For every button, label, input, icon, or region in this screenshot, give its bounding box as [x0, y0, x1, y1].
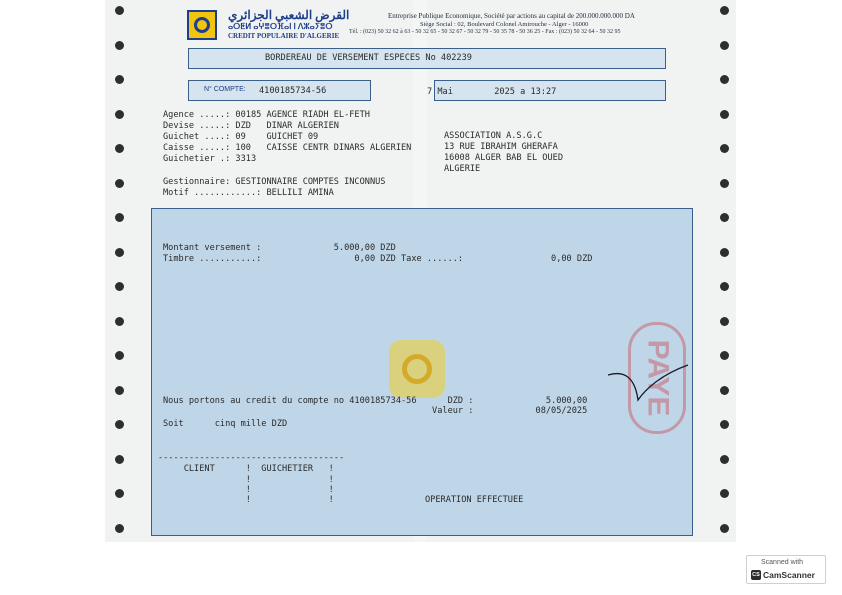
- watermark-mark: [402, 354, 432, 384]
- punch-hole: [115, 317, 124, 326]
- punch-hole: [720, 213, 729, 222]
- bank-name-french: CREDIT POPULAIRE D'ALGERIE: [228, 32, 340, 40]
- punch-hole: [720, 144, 729, 153]
- bank-name-tifinagh: ⴰⵔⵟⵍ ⴰⵖⴻⵔⴼⴰⵏ ⵏ ⴷⵣⴰⵢⴻⵔ: [228, 22, 333, 31]
- perforation-right: [720, 6, 732, 558]
- date-box: [427, 80, 666, 101]
- punch-hole: [115, 110, 124, 119]
- amount-timbre-taxe: Timbre ...........: 0,00 DZD Taxe ......: 0,00 DZD: [163, 254, 593, 264]
- signature-header: CLIENT ! GUICHETIER !: [163, 464, 334, 474]
- punch-hole: [115, 41, 124, 50]
- beneficiary-name: ASSOCIATION A.S.G.C: [444, 131, 543, 141]
- signature-scribble: [600, 360, 695, 410]
- detail-guichet: Guichet ....: 09 GUICHET 09: [163, 132, 319, 142]
- signature-row: ! !: [163, 495, 334, 505]
- punch-hole: [720, 524, 729, 533]
- beneficiary-city: 16008 ALGER BAB EL OUED: [444, 153, 563, 163]
- account-label: N° COMPTE:: [204, 86, 246, 93]
- detail-agence: Agence .....: 00185 AGENCE RIADH EL-FETH: [163, 110, 370, 120]
- credit-line: Nous portons au credit du compte no 4100185734-56 DZD : 5.000,00: [163, 396, 588, 406]
- punch-hole: [720, 420, 729, 429]
- punch-hole: [720, 351, 729, 360]
- punch-hole: [720, 455, 729, 464]
- punch-hole: [115, 420, 124, 429]
- signature-row: ! !: [163, 475, 334, 485]
- punch-hole: [115, 386, 124, 395]
- camscanner-caption: Scanned with: [761, 559, 804, 566]
- punch-hole: [115, 144, 124, 153]
- detail-devise: Devise .....: DZD DINAR ALGERIEN: [163, 121, 339, 131]
- stamp-text: PAYE: [641, 339, 674, 417]
- punch-hole: [115, 455, 124, 464]
- date-time: 7 Mai 2025 a 13:27: [427, 87, 557, 97]
- punch-hole: [115, 6, 124, 15]
- punch-hole: [720, 6, 729, 15]
- beneficiary-street: 13 RUE IBRAHIM GHERAFA: [444, 142, 558, 152]
- signature-stroke: [608, 365, 688, 400]
- signature-divider: ------------------------------------: [158, 453, 345, 463]
- punch-hole: [720, 282, 729, 291]
- bank-logo-icon: [187, 10, 217, 40]
- valeur-line: Valeur : 08/05/2025: [163, 406, 588, 416]
- operation-status: OPERATION EFFECTUEE: [425, 495, 524, 505]
- punch-hole: [720, 179, 729, 188]
- bank-phone-line: Tél. : (023) 50 32 62 à 63 - 50 32 65 - 50 32 67 - 50 32 79 - 50 35 78 - 50 36 25 - Fax : (023) 50 32 64 - 50 32 95: [349, 29, 621, 35]
- detail-motif: Motif ............: BELLILI AMINA: [163, 188, 334, 198]
- punch-hole: [115, 282, 124, 291]
- document-title-box: [188, 48, 666, 69]
- amount-in-words: Soit cinq mille DZD: [163, 419, 288, 429]
- bank-watermark-icon: [389, 340, 445, 398]
- camscanner-name: CamScanner: [763, 570, 815, 580]
- punch-hole: [720, 110, 729, 119]
- punch-hole: [720, 489, 729, 498]
- camscanner-badge: [746, 555, 826, 584]
- punch-hole: [115, 489, 124, 498]
- camscanner-logo-icon: CS: [752, 572, 760, 578]
- account-number: 4100185734-56: [259, 86, 327, 96]
- punch-hole: [115, 248, 124, 257]
- punch-hole: [115, 75, 124, 84]
- perforation-left: [115, 6, 127, 558]
- account-box: [188, 80, 371, 101]
- punch-hole: [115, 213, 124, 222]
- detail-caisse: Caisse .....: 100 CAISSE CENTR DINARS ALGERIEN: [163, 143, 412, 153]
- punch-hole: [720, 386, 729, 395]
- bank-legal-line: Entreprise Publique Economique, Société par actions au capital de 200.000.000.000 DA: [388, 12, 635, 20]
- logo-mark: [194, 17, 210, 33]
- punch-hole: [115, 524, 124, 533]
- document-title: BORDEREAU DE VERSEMENT ESPECES No 402239: [265, 53, 472, 63]
- detail-gestionnaire: Gestionnaire: GESTIONNAIRE COMPTES INCONNUS: [163, 177, 386, 187]
- signature-row: ! !: [163, 485, 334, 495]
- bank-name-arabic: القرض الشعبي الجزائري: [228, 8, 350, 22]
- amount-montant: Montant versement : 5.000,00 DZD: [163, 243, 396, 253]
- punch-hole: [720, 248, 729, 257]
- bank-address-line: Siège Social : 02, Boulevard Colonel Amirouche - Alger - 16000: [420, 21, 589, 28]
- punch-hole: [115, 351, 124, 360]
- punch-hole: [720, 41, 729, 50]
- punch-hole: [720, 317, 729, 326]
- detail-guichetier: Guichetier .: 3313: [163, 154, 257, 164]
- beneficiary-country: ALGERIE: [444, 164, 481, 174]
- punch-hole: [115, 179, 124, 188]
- punch-hole: [720, 75, 729, 84]
